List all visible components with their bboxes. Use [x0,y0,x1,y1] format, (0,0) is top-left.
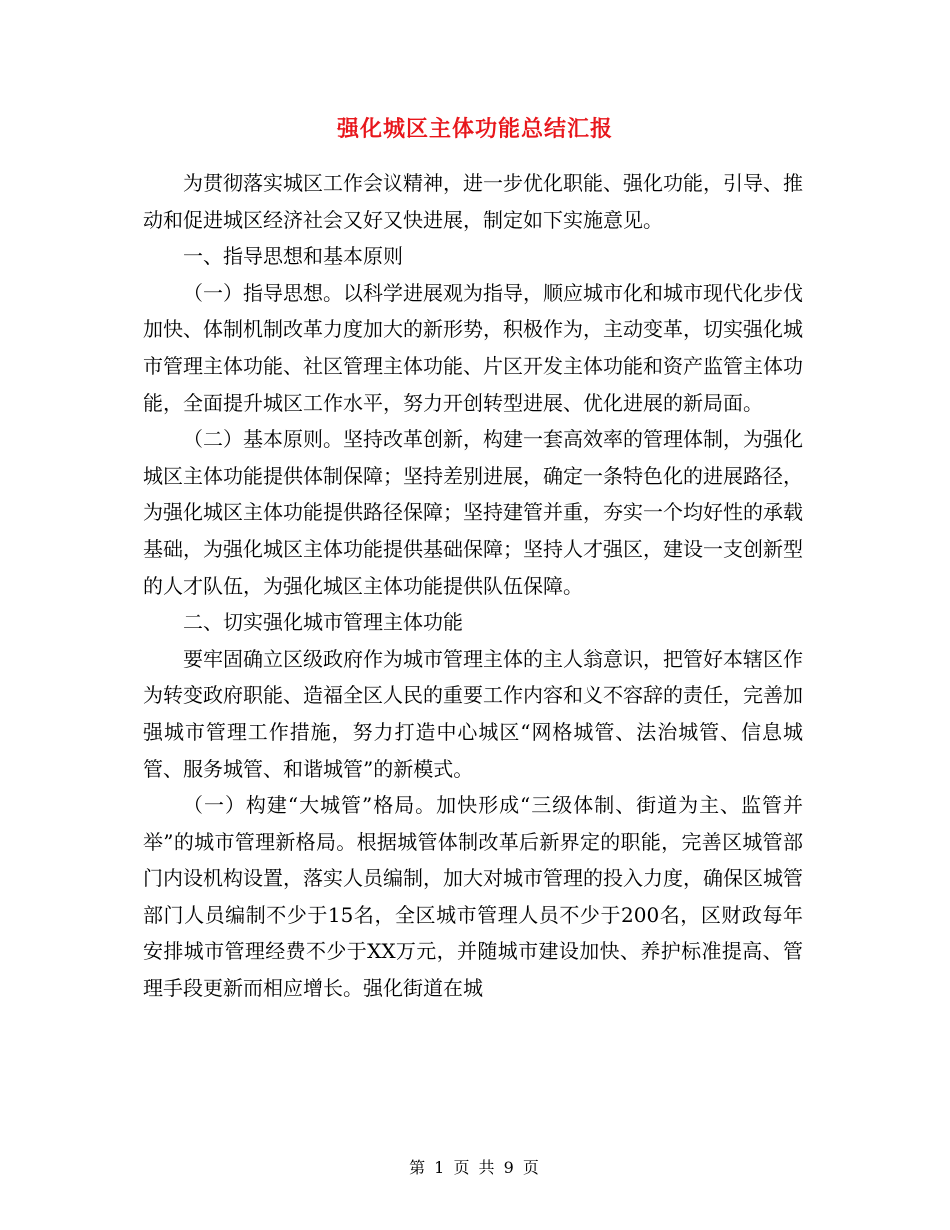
paragraph-basic-principles: （二）基本原则。坚持改革创新，构建一套高效率的管理体制，为强化城区主体功能提供体制保障；坚持差别进展，确定一条特色化的进展路径，为强化城区主体功能提供路径保障；坚持建管并重，夯实一个均好性的承载基础，为强化城区主体功能提供基础保障；坚持人才强区，建设一支创新型的人才队伍，为强化城区主体功能提供队伍保障。 [143,427,803,598]
paragraph-big-city-management: （一）构建“大城管”格局。加快形成“三级体制、街道为主、监管并举”的城市管理新格局。根据城管体制改革后新界定的职能，完善区城管部门内设机构设置，落实人员编制，加大对城市管理的投入力度，确保区城管部门人员编制不少于15名，全区城市管理人员不少于200名，区财政每年安排城市管理经费不少于XX万元，并随城市建设加快、养护标准提高、管理手段更新而相应增长。强化街道在城 [143,793,803,1001]
section-heading-2: 二、切实强化城市管理主体功能 [183,610,463,635]
paragraph-intro: 为贯彻落实城区工作会议精神，进一步优化职能、强化功能，引导、推动和促进城区经济社会又好又快进展，制定如下实施意见。 [143,171,803,232]
section-heading-1: 一、指导思想和基本原则 [183,244,403,269]
paragraph-guiding-thought: （一）指导思想。以科学进展观为指导，顺应城市化和城市现代化步伐加快、体制机制改革力度加大的新形势，积极作为，主动变革，切实强化城市管理主体功能、社区管理主体功能、片区开发主体功能和资产监管主体功能，全面提升城区工作水平，努力开创转型进展、优化进展的新局面。 [143,280,803,415]
document-title: 强化城区主体功能总结汇报 [336,116,613,142]
page-number: 第 1 页 共 9 页 [409,1158,541,1177]
document-body [143,165,803,1007]
paragraph-city-management: 要牢固确立区级政府作为城市管理主体的主人翁意识，把管好本辖区作为转变政府职能、造福全区人民的重要工作内容和义不容辞的责任，完善加强城市管理工作措施，努力打造中心城区“网格城管、法治城管、信息城管、服务城管、和谐城管”的新模式。 [143,646,803,781]
